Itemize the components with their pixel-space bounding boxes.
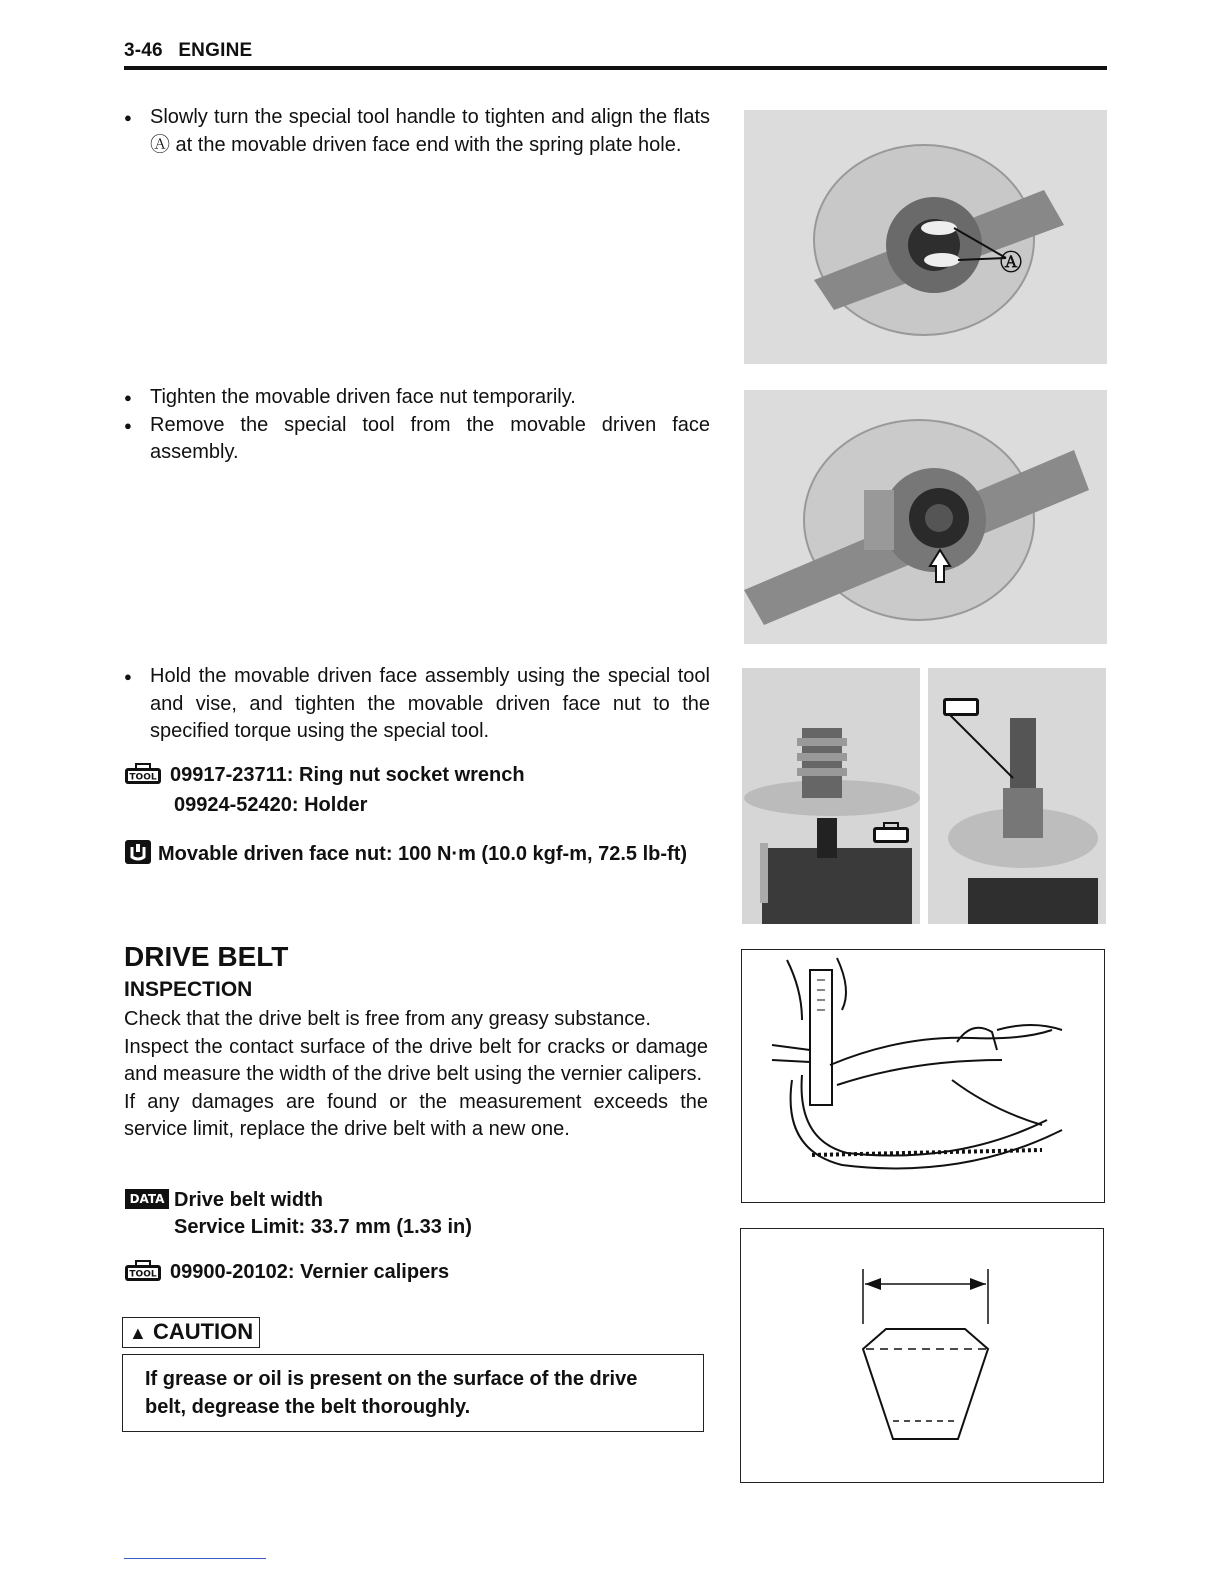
- inspection-text: [124, 1006, 708, 1144]
- figure-belt-width: [740, 1228, 1104, 1483]
- torque-wrench-icon: [124, 839, 152, 865]
- caution-label: ▲ CAUTION: [122, 1317, 260, 1348]
- torque-spec: [124, 839, 687, 866]
- list-item: ● Tighten the movable driven face nut temporarily.: [124, 384, 710, 412]
- list-item: ● Remove the special tool from the movable driven face assembly.: [124, 412, 710, 467]
- tool-icon: [124, 1260, 162, 1282]
- data-title: Drive belt width: [174, 1189, 323, 1211]
- torque-text: Movable driven face nut: 100 N·m (10.0 kgf-m, 72.5 lb-ft): [158, 843, 688, 865]
- caliper-drawing: [742, 950, 1104, 1202]
- svg-text:DATA: DATA: [129, 1192, 165, 1206]
- section-title: ENGINE: [178, 40, 253, 61]
- arrow-right-icon: [970, 1278, 986, 1290]
- tool-text: 09900-20102: Vernier calipers: [170, 1261, 450, 1283]
- data-spec: [124, 1188, 323, 1212]
- tool-spec-2: [124, 1260, 449, 1284]
- list-item: ● Hold the movable driven face assembly using the special tool and vise, and tighten the movable driven face nut to the specified torque using the special tool.: [124, 663, 710, 746]
- pulley-illustration-2: [744, 390, 1107, 644]
- footer-rule: [124, 1558, 266, 1559]
- photo-remove-tool: [744, 390, 1107, 644]
- belt-cross-section: [741, 1229, 1103, 1482]
- data-icon: [124, 1188, 170, 1210]
- wrench-illustration: [928, 668, 1106, 924]
- subsection-heading: INSPECTION: [124, 978, 253, 1001]
- section-heading: DRIVE BELT: [124, 941, 289, 972]
- service-limit: Service Limit: 33.7 mm (1.33 in): [174, 1216, 472, 1238]
- header-rule: [124, 66, 1107, 70]
- caution-box: If grease or oil is present on the surface of the drive belt, degrease the belt thoroughly.: [122, 1354, 704, 1432]
- photo-align-flats: [744, 110, 1107, 364]
- warning-triangle-icon: ▲: [129, 1323, 147, 1343]
- step3-bullets: [124, 663, 710, 746]
- page-header: [124, 40, 262, 62]
- svg-text:TOOL: TOOL: [129, 772, 157, 783]
- figure-caliper-measure: [741, 949, 1105, 1203]
- arrow-left-icon: [865, 1278, 881, 1290]
- page-number: 3-46: [124, 40, 163, 61]
- tool-line-2: 09924-52420: Holder: [174, 794, 368, 816]
- vise-illustration: [742, 668, 920, 924]
- svg-text:TOOL: TOOL: [129, 1269, 157, 1280]
- paragraph: If any damages are found or the measurement exceeds the service limit, replace the drive belt with a new one.: [124, 1090, 708, 1140]
- callout-a-label: Ⓐ: [1000, 250, 1023, 275]
- paragraph: Inspect the contact surface of the drive belt for cracks or damage and measure the width of the drive belt using the vernier calipers.: [124, 1035, 708, 1085]
- step1-bullets: [124, 104, 710, 159]
- step2-bullets: [124, 384, 710, 467]
- tool-spec-1: [124, 763, 525, 787]
- photo-tighten-left: [742, 668, 920, 924]
- tool-line-1: 09917-23711: Ring nut socket wrench: [170, 764, 525, 786]
- pulley-illustration-1: [744, 110, 1107, 364]
- list-item: ● Slowly turn the special tool handle to tighten and align the flats Ⓐ at the movable driven face end with the spring plate hole.: [124, 104, 710, 159]
- tool-icon: [124, 763, 162, 785]
- photo-tighten-right: [928, 668, 1106, 924]
- paragraph: Check that the drive belt is free from any greasy substance.: [124, 1008, 651, 1030]
- tool-icon: [872, 822, 910, 844]
